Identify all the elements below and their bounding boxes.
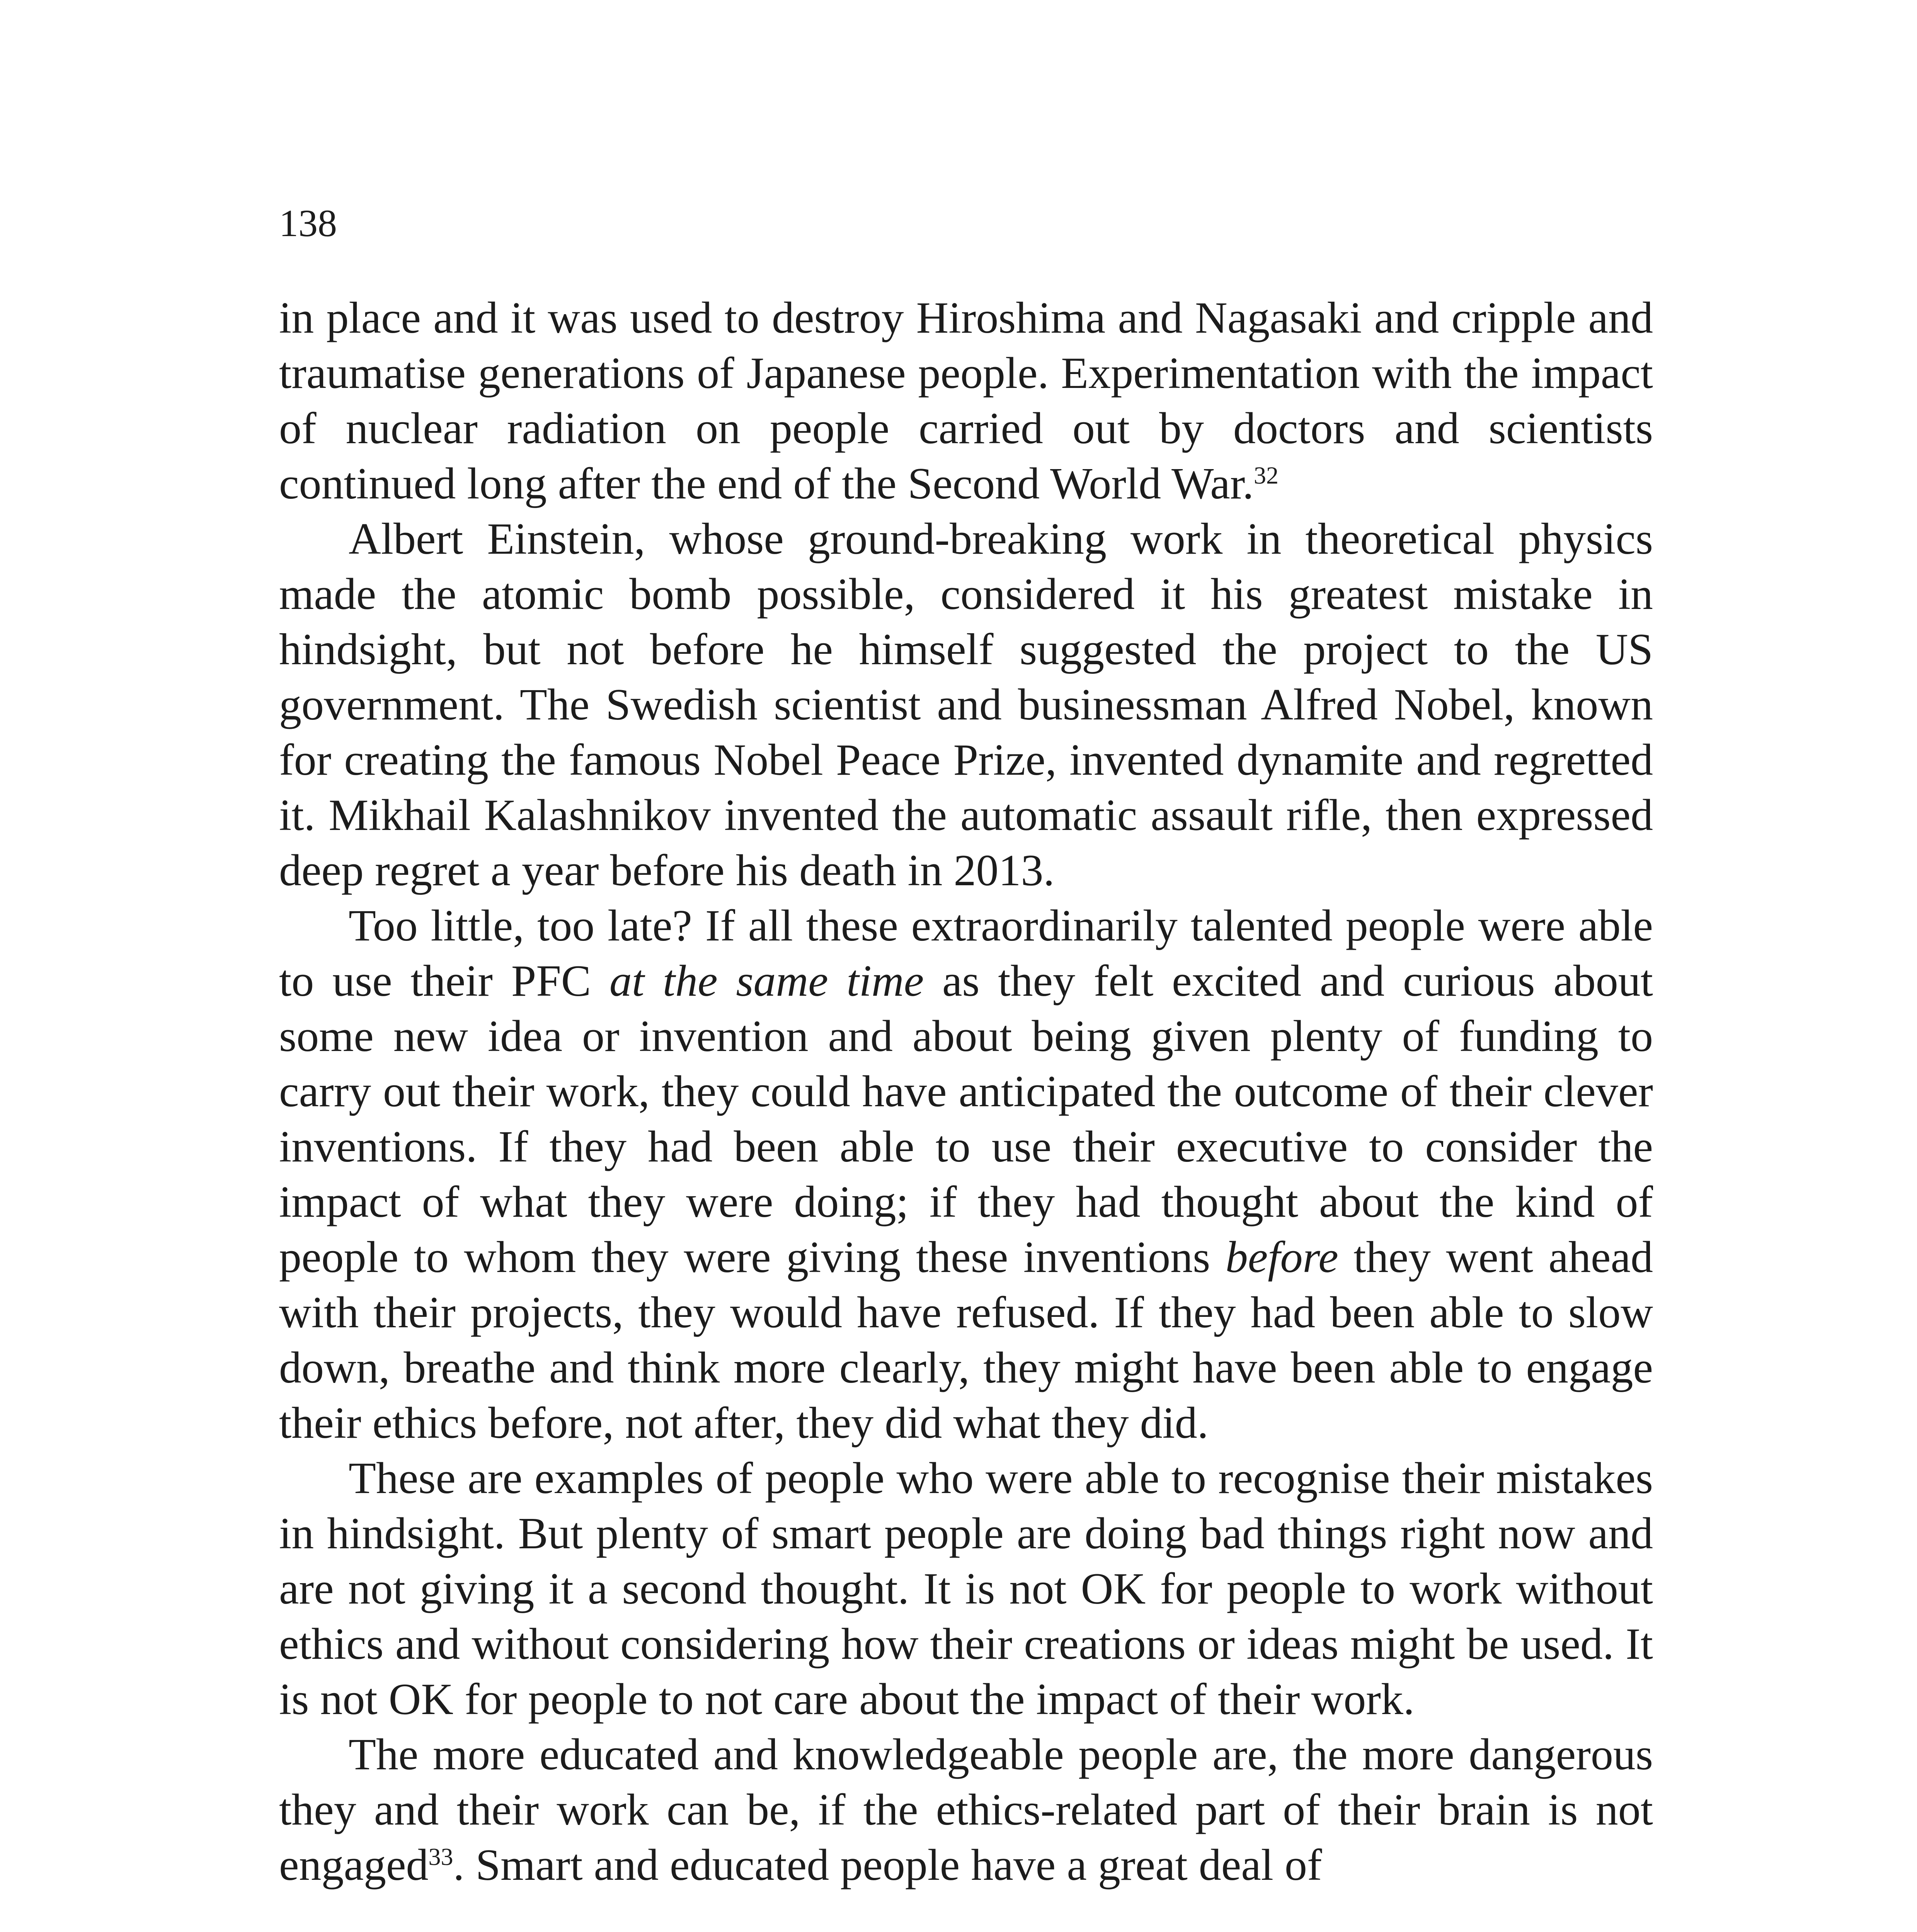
paragraph-5-part-a: The more educated and knowledgeable people are, the more dangerous they and their work can be, if the ethics-related part of their brain is not engaged — [279, 1730, 1653, 1890]
footnote-ref-32: 32 — [1253, 461, 1279, 489]
paragraph-5-part-b: . Smart and educated people have a great deal of — [453, 1840, 1322, 1890]
paragraph-3 — [279, 898, 1653, 1451]
paragraph-1 — [279, 291, 1653, 512]
paragraph-1-text: in place and it was used to destroy Hiroshima and Nagasaki and cripple and traumatise generations of Japanese people. Experimentation with the impact of nuclear radiation on people carried out by doctors and scientists continued long after the end of the Second World War. — [279, 293, 1653, 509]
paragraph-3-part-a: Too little, too late? If all these extraordinarily talented people were able to use their PFC — [279, 901, 1653, 1006]
paragraph-4: These are examples of people who were able to recognise their mistakes in hindsight. But plenty of smart people are doing bad things right now and are not giving it a second thought. It is not OK for people to work without ethics and without considering how their creations or ideas might be used. It is not OK for people to not care about the impact of their work. — [279, 1454, 1653, 1724]
paragraph-3-emphasis-1: at the same time — [609, 956, 924, 1006]
paragraph-3-emphasis-2: before — [1225, 1233, 1338, 1282]
page-number: 138 — [279, 202, 337, 245]
paragraph-3-part-b: as they felt excited and curious about some new idea or invention and about being given plenty of funding to carry out their work, they could have anticipated the outcome of their clever inventions. If they had been able to use their executive to consider the impact of what they were doing; if they had thought about the kind of people to whom they were giving these inventions — [279, 956, 1653, 1282]
body-text — [279, 291, 1653, 1893]
footnote-ref-33: 33 — [428, 1843, 453, 1871]
paragraph-3-part-c: they went ahead with their projects, they would have refused. If they had been able to slow down, breathe and think more clearly, they might have been able to engage their ethics before, not after, they did what they did. — [279, 1233, 1653, 1448]
paragraph-5 — [279, 1727, 1653, 1893]
paragraph-2: Albert Einstein, whose ground-breaking work in theoretical physics made the atomic bomb possible, considered it his greatest mistake in hindsight, but not before he himself suggested the project to the US government. The Swedish scientist and businessman Alfred Nobel, known for creating the famous Nobel Peace Prize, invented dynamite and regretted it. Mikhail Kalashnikov invented the automatic assault rifle, then expressed deep regret a year before his death in 2013. — [279, 514, 1653, 895]
